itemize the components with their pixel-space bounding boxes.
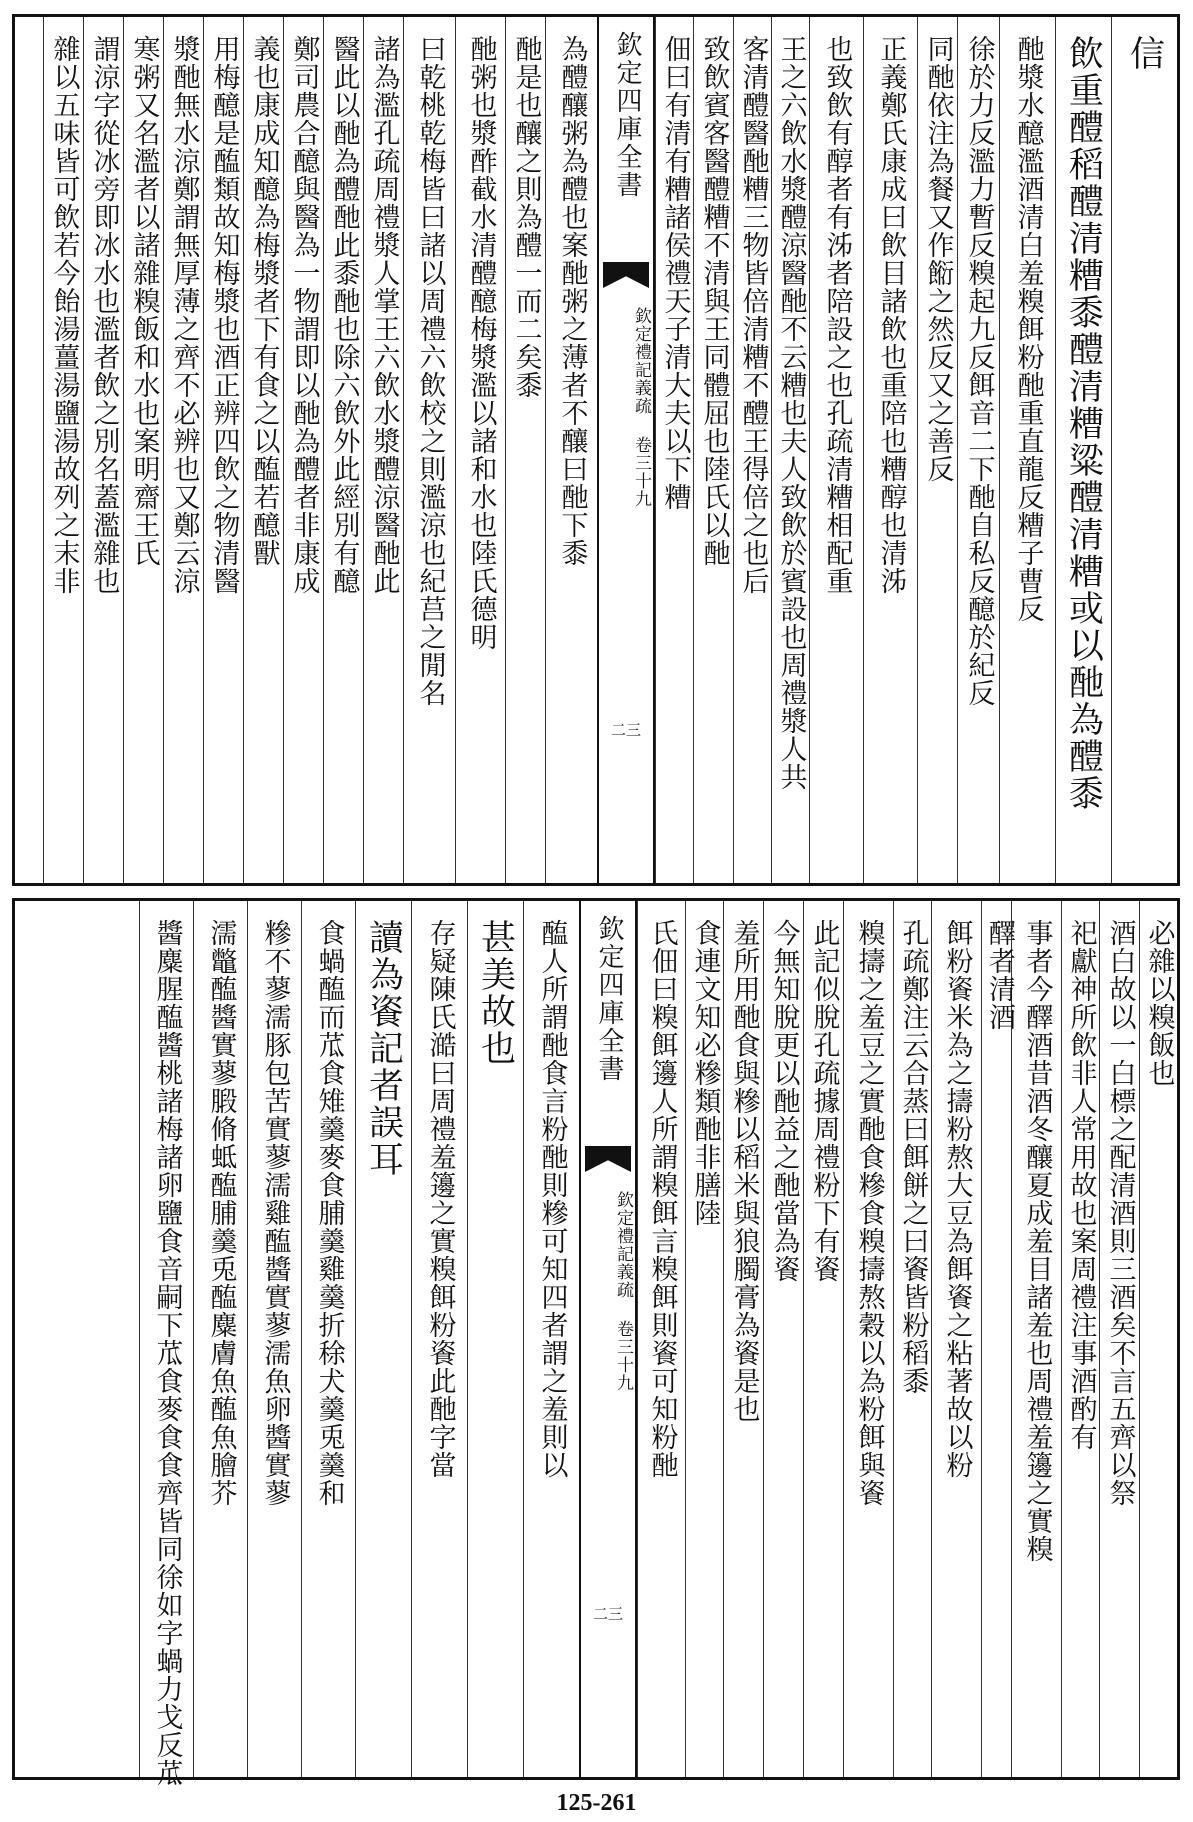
text-column: 食蝸醢而苽食雉羹麥食脯羹雞羹折稌犬羹兎羹和	[301, 901, 355, 1777]
text-column: 也致飲有醇者有泲者陪設之也孔疏清糟相配重	[809, 17, 863, 883]
text-column: 餌粉餈米為之擣粉熬大豆為餌餈之粘著故以粉	[931, 901, 981, 1777]
text-column: 甚美故也	[467, 901, 523, 1777]
annotation-column: 謂涼字從冰旁即冰水也濫者飲之別名蓋濫雜也	[83, 17, 123, 883]
text-column: 信	[1111, 17, 1177, 883]
annotation-column: 鄭司農合醷與醫為一物謂即以酏為醴者非康成	[283, 17, 323, 883]
top-page-columns	[15, 17, 1177, 883]
text-column: 正義鄭氏康成曰飲目諸飲也重陪也糟醇也清泲	[863, 17, 917, 883]
volume-title: 欽定禮記義疏 卷三十九	[631, 307, 651, 508]
text-column: 濡鼈醢醬實蓼腶脩蚳醢脯羹兎醢麋膚魚醢魚膾芥	[193, 901, 247, 1777]
book-title: 欽定四庫全書	[594, 915, 624, 1083]
annotation-column: 致飲賓客醫醴糟不清與王同體屈也陸氏以酏	[693, 17, 733, 883]
annotation-column: 羞所用酏食與糝以稻米與狼臅膏為餈是也	[723, 901, 763, 1777]
text-column: 醬麋腥醢醬桃諸梅諸卵鹽食音嗣下苽食麥食食齊皆同徐如字蝸力戈反苽	[139, 901, 193, 1777]
bottom-page-columns	[15, 901, 1177, 1787]
annotation-column: 酒白故以一白標之配清酒則三酒矣不言五齊以祭	[1099, 901, 1139, 1777]
annotation-column: 同酏依注為餐又作餰之然反又之善反	[917, 17, 957, 883]
text-column: 氏佃曰糗餌籩人所謂糗餌言糗餌則餈可知粉酏	[637, 901, 685, 1777]
text-column: 酏粥也漿酢截水清醴醷梅漿濫以諸和水也陸氏德明	[455, 17, 505, 883]
folio-number: 二三	[592, 1605, 623, 1623]
bottom-page-gutter	[579, 901, 637, 1777]
annotation-column: 酏是也釀之則為醴一而二矣黍	[505, 17, 545, 883]
bottom-page	[12, 898, 1180, 1787]
annotation-column: 義也康成知醷為梅漿者下有食之以醢若醷獸	[243, 17, 283, 883]
top-page-gutter	[597, 17, 655, 883]
volume-title: 欽定禮記義疏 卷三十九	[613, 1191, 633, 1392]
annotation-column: 此記似脫孔疏據周禮粉下有餈	[803, 901, 843, 1777]
annotation-column: 今無知脫更以酏益之酏當為餈	[763, 901, 803, 1777]
text-column: 存疑陳氏澔曰周禮羞籩之實糗餌粉餈此酏字當	[411, 901, 467, 1777]
folio-number: 二三	[610, 721, 641, 739]
annotation-column: 寒粥又名濫者以諸雜糗飯和水也案明齋王氏	[123, 17, 163, 883]
fish-tail-mark	[603, 262, 649, 288]
annotation-column: 客清醴醫酏糟三物皆倍清糟不醴王得倍之也后	[733, 17, 771, 883]
text-column: 醢人所謂酏食言粉酏則糝可知四者謂之羞則以	[523, 901, 579, 1777]
top-page	[12, 14, 1180, 886]
annotation-column: 祀獻神所飲非人常用故也案周禮注事酒酌有	[1061, 901, 1099, 1777]
text-column: 酏漿水醷濫酒清白羞糗餌粉酏重直龍反糟子曹反	[999, 17, 1055, 883]
annotation-column: 醫此以酏為醴酏此黍酏也除六飲外此經別有醷	[323, 17, 363, 883]
text-column: 曰乾桃乾梅皆曰諸以周禮六飲校之則濫涼也紀莒之閒名	[403, 17, 455, 883]
text-column: 為醴釀粥為醴也案酏粥之薄者不釀曰酏下黍	[545, 17, 597, 883]
annotation-column: 漿酏無水涼鄭謂無厚薄之齊不必辨也又鄭云涼	[163, 17, 203, 883]
book-title: 欽定四庫全書	[612, 31, 642, 199]
annotation-column: 徐於力反濫力暫反糗起九反餌音二下酏自私反醷於紀反	[957, 17, 999, 883]
annotation-column: 王之六飲水漿醴涼醫酏不云糟也夫人致飲於賓設也周禮漿人共	[771, 17, 809, 883]
annotation-column: 佃曰有清有糟諸侯禮天子清大夫以下糟	[655, 17, 693, 883]
annotation-column: 雜以五味皆可飲若今飴湯薑湯鹽湯故列之末非	[43, 17, 83, 883]
annotation-column: 諸為濫孔疏周禮漿人掌王六飲水漿醴涼醫酏此	[363, 17, 403, 883]
text-column: 事者今醳酒昔酒冬釀夏成羞目諸羞也周禮羞籩之實糗	[1011, 901, 1061, 1777]
text-column: 讀為餈記者誤耳	[355, 901, 411, 1777]
fish-tail-mark	[585, 1146, 631, 1172]
annotation-column: 用梅醷是醢類故知梅漿也酒正辨四飲之物清醫	[203, 17, 243, 883]
annotation-column: 必雜以糗飯也	[1139, 901, 1177, 1777]
annotation-column: 食連文知必糝類酏非膳陸	[685, 901, 723, 1777]
text-column: 糝不蓼濡豚包苦實蓼濡雞醢醬實蓼濡魚卵醬實蓼	[247, 901, 301, 1777]
annotation-column: 孔疏鄭注云合蒸曰餌餅之曰餈皆粉稻黍	[893, 901, 931, 1777]
text-column: 飲重醴稻醴清糟黍醴清糟粱醴清糟或以酏為醴黍	[1055, 17, 1111, 883]
annotation-column: 醳者清酒	[981, 901, 1011, 1777]
page-number: 125-261	[556, 1790, 637, 1816]
text-column: 糗擣之羞豆之實酏食糝食糗擣熬穀以為粉餌與餈	[843, 901, 893, 1777]
